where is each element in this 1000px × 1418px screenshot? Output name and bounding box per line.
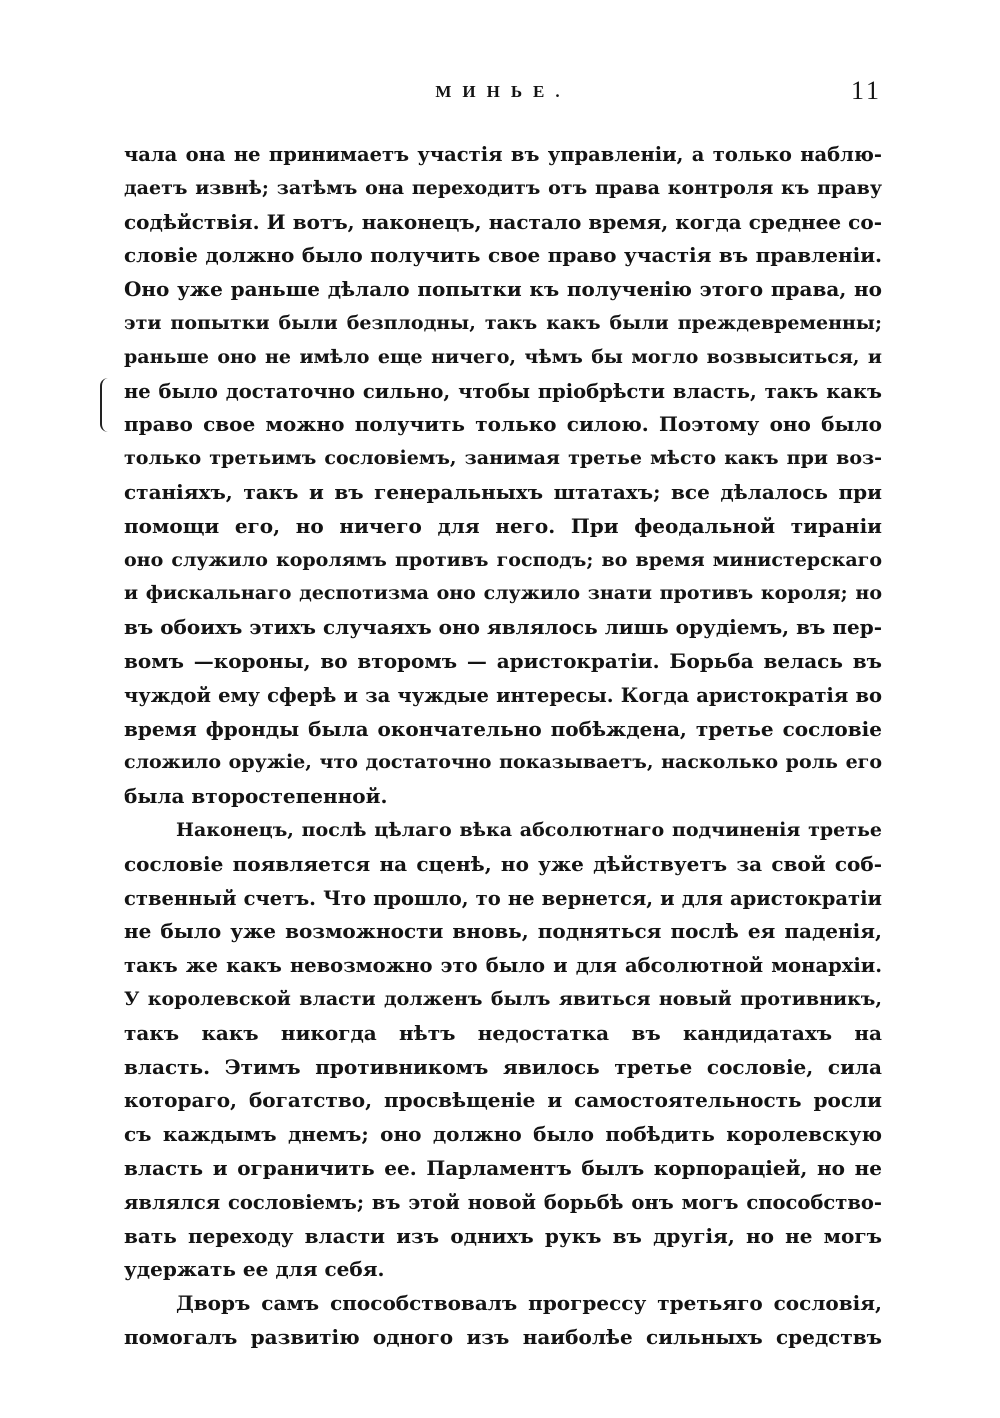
text-line: эти попытки были безплодны, такъ какъ были преждевременны; bbox=[124, 311, 882, 334]
text-line: У королевской власти долженъ былъ явиться новый противникъ, bbox=[124, 987, 882, 1010]
text-line: ственный счетъ. Что прошло, то не вернется, и для аристократіи bbox=[124, 886, 882, 910]
text-line: раньше оно не имѣло еще ничего, чѣмъ бы могло возвыситься, и bbox=[124, 345, 882, 368]
text-line: Дворъ самъ способствовалъ прогрессу третьяго сословія, bbox=[176, 1291, 882, 1316]
text-line: являлся сословіемъ; въ этой новой борьбѣ онъ могъ способство- bbox=[124, 1190, 882, 1214]
text-line: власть и ограничить ее. Парламентъ былъ корпораціей, но не bbox=[124, 1155, 882, 1180]
text-line: Оно уже раньше дѣлало попытки къ полученію этого права, но bbox=[124, 277, 882, 302]
text-line: только третьимъ сословіемъ, занимая третье мѣсто какъ при воз- bbox=[124, 447, 882, 470]
text-line: станіяхъ, такъ и въ генеральныхъ штатахъ; все дѣлалось при bbox=[124, 479, 882, 504]
paragraph-2 bbox=[124, 814, 882, 1287]
text-line: сословіе появляется на сценѣ, но уже дѣйствуетъ за свой соб- bbox=[124, 851, 882, 876]
text-line: помощи его, но ничего для него. При феодальной тираніи bbox=[124, 513, 882, 538]
text-line: не было достаточно сильно, чтобы пріобрѣсти власть, такъ какъ bbox=[124, 379, 882, 403]
text-line: съ каждымъ днемъ; оно должно было побѣдить королевскую bbox=[124, 1122, 882, 1147]
text-line: даетъ извнѣ; затѣмъ она переходитъ отъ права контроля къ праву bbox=[124, 176, 882, 199]
body-text bbox=[124, 138, 882, 1355]
page-number: 11 bbox=[850, 76, 882, 105]
text-line: время фронды была окончательно побѣждена, третье сословіе bbox=[124, 716, 882, 741]
page-header bbox=[124, 76, 882, 106]
text-line: такъ какъ никогда нѣтъ недостатка въ кандидатахъ на bbox=[124, 1020, 882, 1045]
text-line: чала она не принимаетъ участія въ управленіи, а только наблю- bbox=[124, 143, 882, 166]
text-line: и фискальнаго деспотизма оно служило знати противъ короля; но bbox=[124, 582, 882, 605]
text-line: не было уже возможности вновь, подняться послѣ ея паденія, bbox=[124, 919, 882, 944]
text-line: вать переходу власти изъ однихъ рукъ въ другія, но не могъ bbox=[124, 1223, 882, 1248]
text-line: въ обоихъ этихъ случаяхъ оно являлось лишь орудіемъ, въ пер- bbox=[124, 615, 882, 640]
text-line: вомъ —короны, во второмъ — аристократіи. Борьба велась въ bbox=[124, 648, 882, 673]
margin-bracket-mark bbox=[100, 378, 112, 432]
text-line: словіе должно было получить свое право участія въ правленіи. bbox=[124, 243, 882, 268]
text-line: власть. Этимъ противникомъ явилось третье сословіе, сила bbox=[124, 1054, 882, 1079]
text-line: котораго, богатство, просвѣщеніе и самостоятельность росли bbox=[124, 1088, 882, 1113]
running-title: МИНЬЕ. bbox=[435, 82, 571, 101]
text-line: была второстепенной. bbox=[124, 784, 388, 809]
text-line: такъ же какъ невозможно это было и для абсолютной монархіи. bbox=[124, 954, 882, 978]
text-line: содѣйствія. И вотъ, наконецъ, настало время, когда среднее со- bbox=[124, 209, 882, 234]
paragraph-3 bbox=[124, 1287, 882, 1355]
text-line: право свое можно получить только силою. Поэтому оно было bbox=[124, 412, 882, 437]
text-line: удержать ее для себя. bbox=[124, 1257, 385, 1282]
text-line: Наконецъ, послѣ цѣлаго вѣка абсолютнаго подчиненія третье bbox=[176, 818, 882, 841]
paragraph-1 bbox=[124, 138, 882, 814]
text-line: чуждой ему сферѣ и за чуждые интересы. Когда аристократія во bbox=[124, 683, 882, 707]
text-line: помогалъ развитію одного изъ наиболѣе сильныхъ средствъ bbox=[124, 1324, 882, 1349]
text-line: оно служило королямъ противъ господъ; во время министерскаго bbox=[124, 548, 882, 571]
text-line: сложило оружіе, что достаточно показываетъ, насколько роль его bbox=[124, 751, 882, 774]
